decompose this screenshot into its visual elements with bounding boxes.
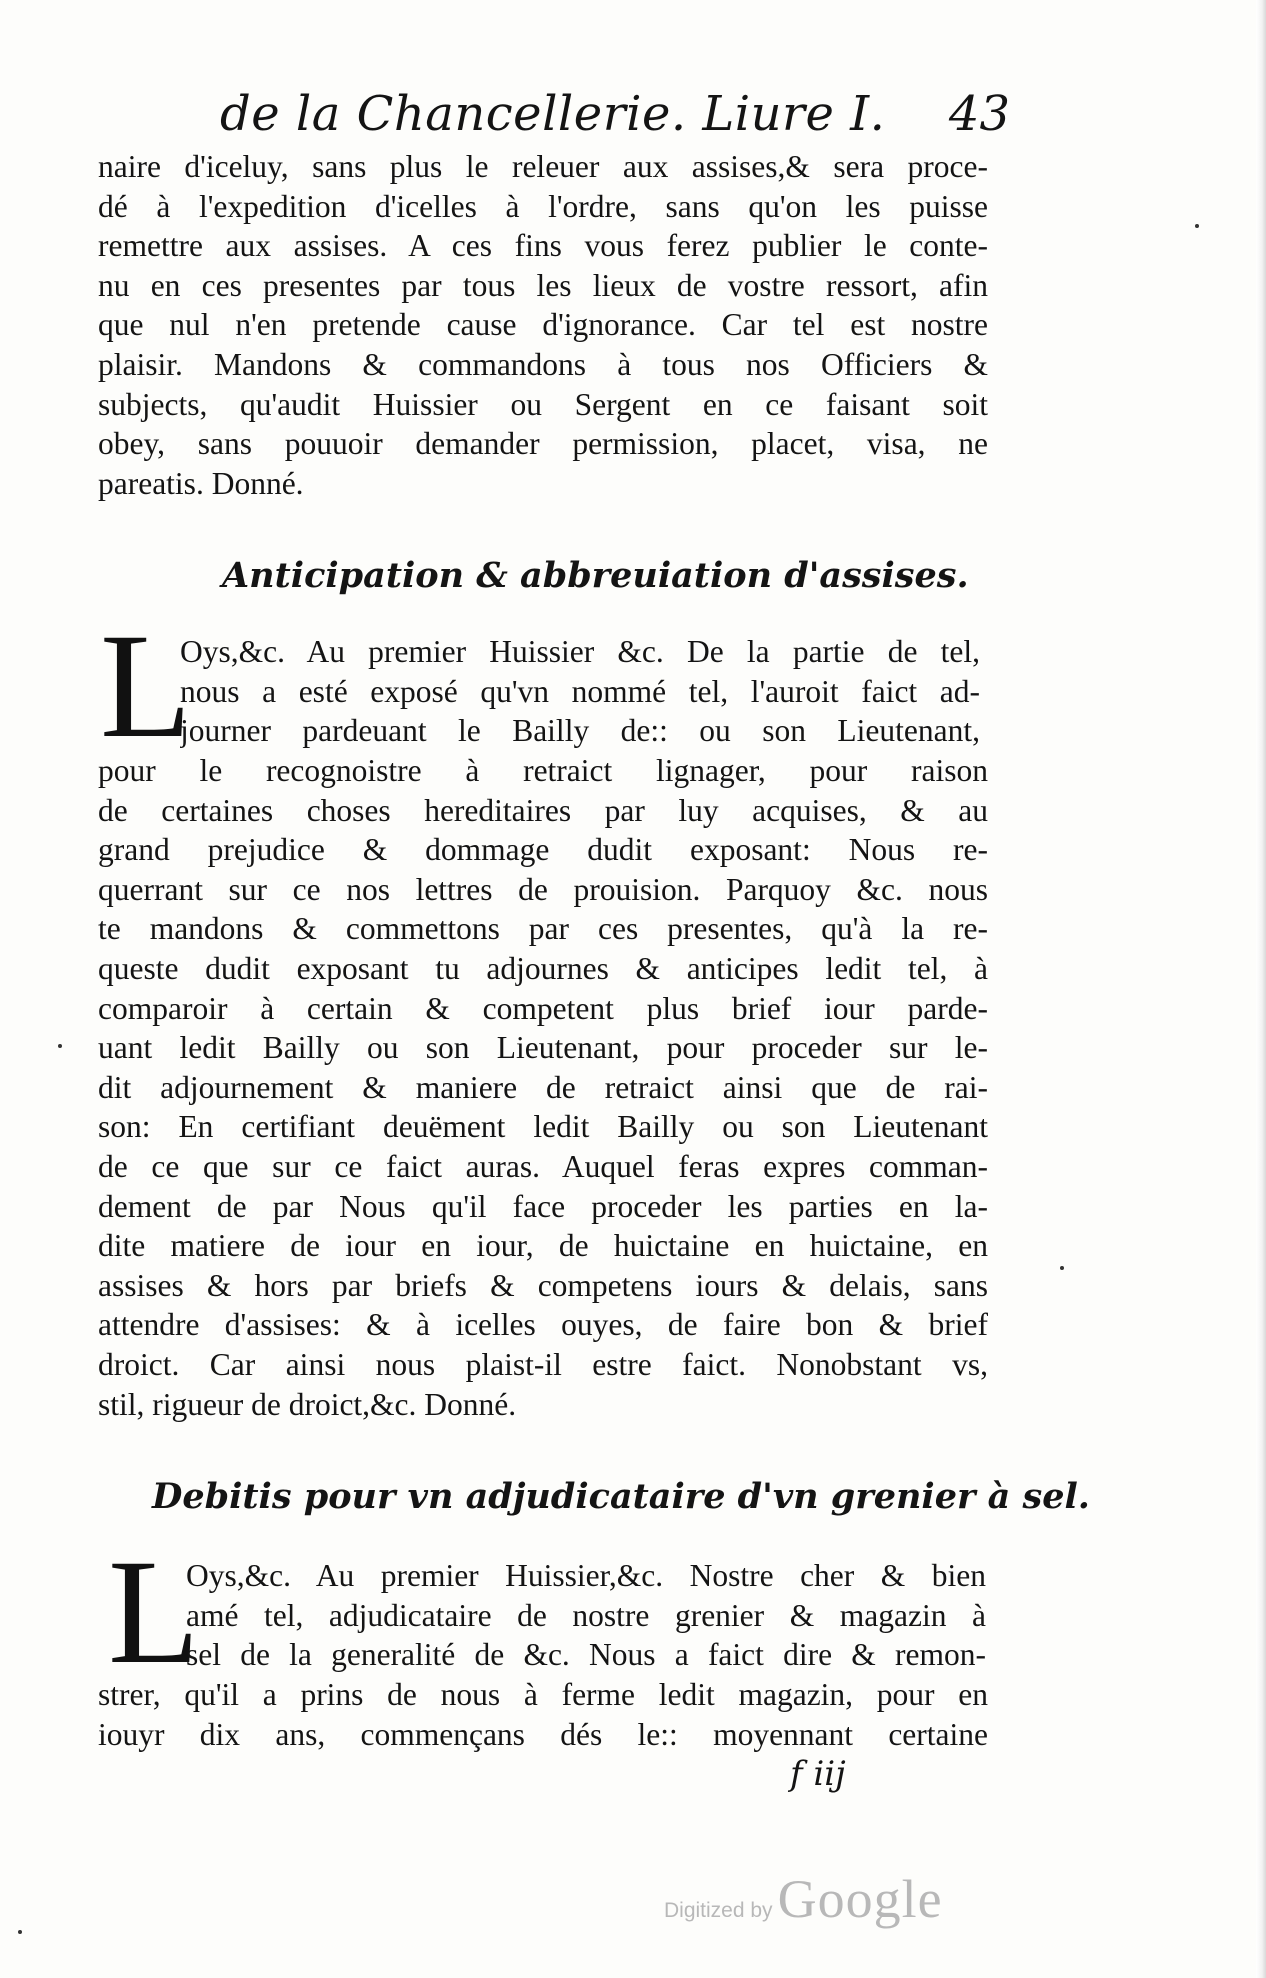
running-header <box>220 86 1040 146</box>
text-line: remettre aux assises. A ces fins vous ferez publier le conte- <box>98 228 988 264</box>
page-edge <box>1256 0 1266 1978</box>
digitized-watermark <box>664 1868 943 1930</box>
continued-paragraph <box>98 147 988 503</box>
text-line: journer pardeuant le Bailly de:: ou son Lieutenant, <box>180 713 980 749</box>
drop-cap: L <box>100 603 192 769</box>
text-line: te mandons & commettons par ces presentes, qu'à la re- <box>98 911 988 947</box>
text-line: naire d'iceluy, sans plus le releuer aux assises,& sera proce- <box>98 149 988 184</box>
paragraph-anticipation <box>98 751 988 1424</box>
text-line: iouyr dix ans, commençans dés le:: moyennant certaine <box>98 1716 988 1752</box>
text-line: querrant sur ce nos lettres de prouision. Parquoy &c. nous <box>98 871 988 907</box>
text-line: grand prejudice & dommage dudit exposant: Nous re- <box>98 832 988 868</box>
text-line: queste dudit exposant tu adjournes & anticipes ledit tel, à <box>98 950 988 986</box>
text-line: assises & hors par briefs & competens iours & delais, sans <box>98 1267 988 1303</box>
text-line: dement de par Nous qu'il face proceder les parties en la- <box>98 1188 988 1224</box>
text-line: nu en ces presentes par tous les lieux de vostre ressort, afin <box>98 267 988 303</box>
signature-mark: f iij <box>790 1754 846 1794</box>
text-line: plaisir. Mandons & commandons à tous nos Officiers & <box>98 346 988 382</box>
ink-speck <box>18 1930 22 1934</box>
text-line: nous a esté exposé qu'vn nommé tel, l'auroit faict ad- <box>180 673 980 709</box>
running-title: de la Chancellerie. Liure I. <box>220 86 886 142</box>
page-number: 43 <box>948 86 1010 142</box>
text-line: stil, rigueur de droict,&c. Donné. <box>98 1386 517 1422</box>
text-line: dite matiere de iour en iour, de huictaine en huictaine, en <box>98 1228 988 1264</box>
text-line: amé tel, adjudicataire de nostre grenier & magazin à <box>186 1597 986 1633</box>
text-line: comparoir à certain & competent plus brief iour parde- <box>98 990 988 1026</box>
ink-speck <box>58 1044 62 1048</box>
text-line: subjects, qu'audit Huissier ou Sergent en ce faisant soit <box>98 386 988 422</box>
text-line: sel de la generalité de &c. Nous a faict dire & remon- <box>186 1637 986 1673</box>
text-line: Oys,&c. Au premier Huissier &c. De la partie de tel, <box>180 634 980 669</box>
ink-speck <box>1060 1266 1064 1270</box>
paragraph-debitis <box>98 1675 988 1754</box>
google-logo: Google <box>777 1869 943 1929</box>
text-line: attendre d'assises: & à icelles ouyes, de faire bon & brief <box>98 1307 988 1343</box>
text-line: que nul n'en pretende cause d'ignorance. Car tel est nostre <box>98 307 988 343</box>
section-heading-anticipation: Anticipation & abbreuiation d'assises. <box>222 555 969 596</box>
text-line: strer, qu'il a prins de nous à ferme ledit magazin, pour en <box>98 1677 988 1712</box>
text-line: dit adjournement & maniere de retraict ainsi que de rai- <box>98 1069 988 1105</box>
text-line: de ce que sur ce faict auras. Auquel feras expres comman- <box>98 1148 988 1184</box>
indented-paragraph-start <box>186 1556 986 1675</box>
text-line: pareatis. Donné. <box>98 465 304 501</box>
ink-speck <box>1195 224 1199 228</box>
drop-cap: L <box>108 1529 200 1695</box>
text-line: obey, sans pouuoir demander permission, placet, visa, ne <box>98 426 988 462</box>
watermark-prefix: Digitized by <box>664 1899 773 1922</box>
text-line: uant ledit Bailly ou son Lieutenant, pour proceder sur le- <box>98 1030 988 1066</box>
text-line: son: En certifiant deuëment ledit Bailly ou son Lieutenant <box>98 1109 988 1145</box>
text-line: de certaines choses hereditaires par luy acquises, & au <box>98 792 988 828</box>
text-line: Oys,&c. Au premier Huissier,&c. Nostre cher & bien <box>186 1558 986 1593</box>
text-line: pour le recognoistre à retraict lignager, pour raison <box>98 753 988 788</box>
text-line: dé à l'expedition d'icelles à l'ordre, sans qu'on les puisse <box>98 188 988 224</box>
indented-paragraph-start <box>180 632 980 751</box>
text-line: droict. Car ainsi nous plaist-il estre faict. Nonobstant vs, <box>98 1346 988 1382</box>
section-heading-debitis: Debitis pour vn adjudicataire d'vn grenier à sel. <box>152 1476 1090 1517</box>
